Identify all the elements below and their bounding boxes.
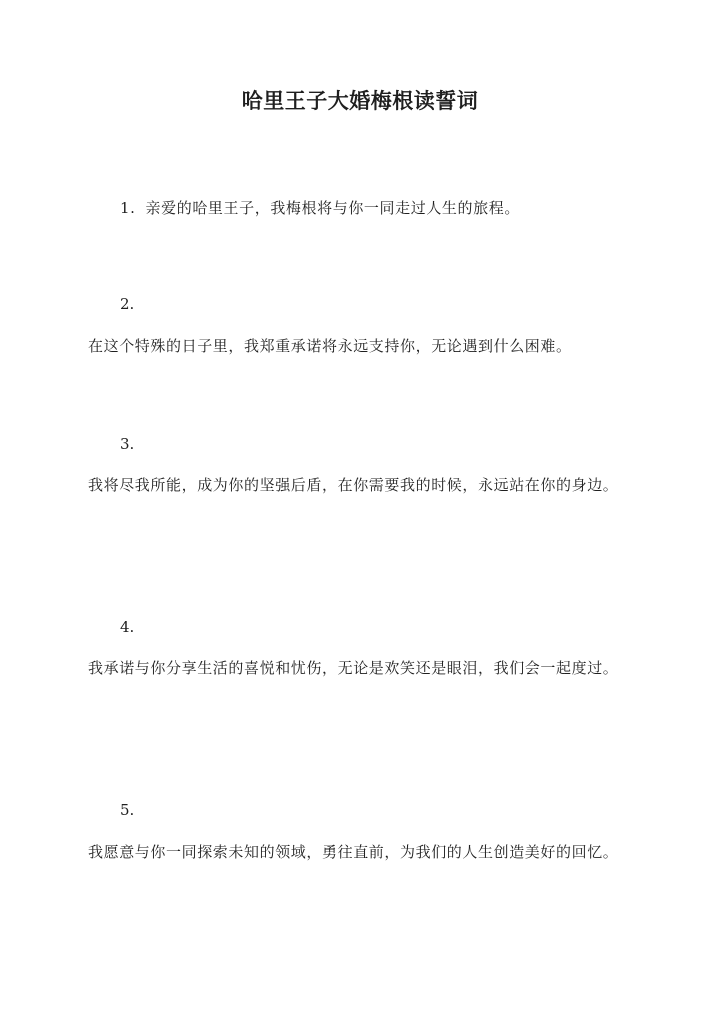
vow-text: 我将尽我所能，成为你的坚强后盾，在你需要我的时候，永远站在你的身边。 (88, 476, 619, 494)
vow-number: 5. (120, 801, 135, 819)
vow-number: 4. (120, 618, 135, 636)
vow-item-1 (120, 196, 520, 220)
vow-text: 我愿意与你一同探索未知的领域，勇往直前，为我们的人生创造美好的回忆。 (88, 843, 619, 861)
vow-number: 3. (120, 435, 135, 453)
vow-text: 我承诺与你分享生活的喜悦和忧伤，无论是欢笑还是眼泪，我们会一起度过。 (88, 659, 619, 677)
vow-number: 1. (120, 199, 136, 217)
vow-number: 2. (120, 295, 135, 313)
document-title: 哈里王子大婚梅根读誓词 (241, 88, 479, 113)
vow-text: 亲爱的哈里王子，我梅根将与你一同走过人生的旅程。 (145, 199, 520, 217)
vow-text: 在这个特殊的日子里，我郑重承诺将永远支持你，无论遇到什么困难。 (88, 337, 572, 355)
